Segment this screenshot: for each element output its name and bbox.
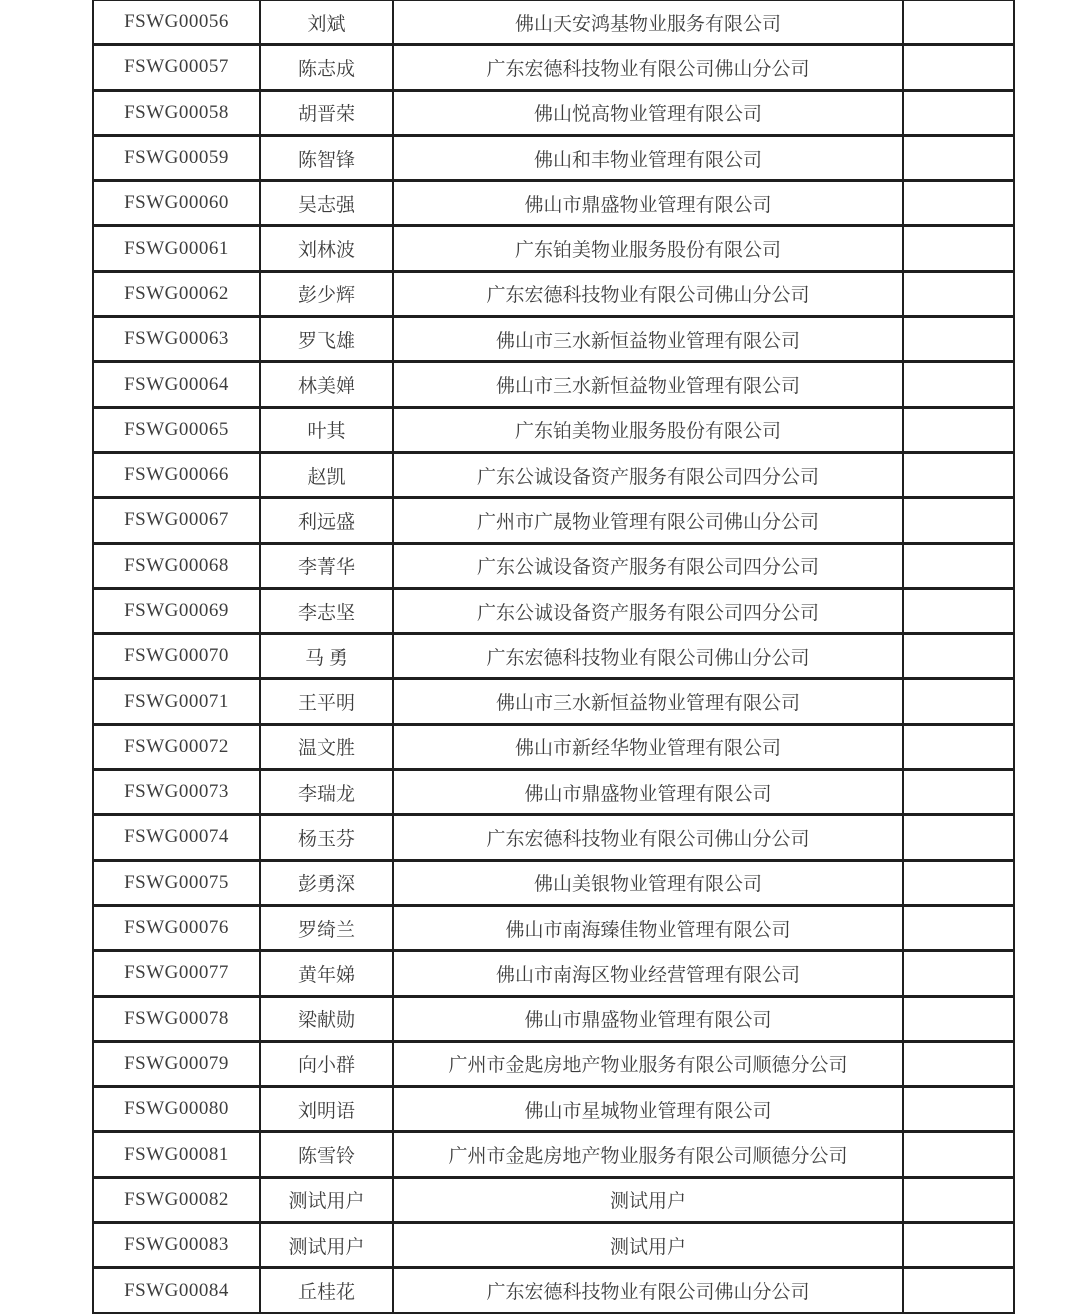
cell-note <box>903 1087 1014 1132</box>
cell-company: 佛山市星城物业管理有限公司 <box>393 1087 903 1132</box>
cell-name: 刘林波 <box>260 226 393 271</box>
cell-note <box>903 1177 1014 1222</box>
table-row <box>93 588 1014 633</box>
table-row <box>93 271 1014 316</box>
cell-name: 陈雪铃 <box>260 1132 393 1177</box>
cell-name: 李瑞龙 <box>260 770 393 815</box>
cell-note <box>903 905 1014 950</box>
cell-id: FSWG00074 <box>93 815 260 860</box>
table-row <box>93 45 1014 90</box>
cell-id: FSWG00072 <box>93 724 260 769</box>
cell-note <box>903 1223 1014 1268</box>
cell-company: 佛山天安鸿基物业服务有限公司 <box>393 0 903 45</box>
cell-name: 刘明语 <box>260 1087 393 1132</box>
cell-company: 佛山市三水新恒益物业管理有限公司 <box>393 317 903 362</box>
cell-id: FSWG00066 <box>93 452 260 497</box>
cell-note <box>903 588 1014 633</box>
cell-company: 广东宏德科技物业有限公司佛山分公司 <box>393 634 903 679</box>
cell-name: 叶其 <box>260 407 393 452</box>
cell-id: FSWG00064 <box>93 362 260 407</box>
table-row <box>93 951 1014 996</box>
cell-name: 测试用户 <box>260 1177 393 1222</box>
table-row <box>93 407 1014 452</box>
cell-id: FSWG00073 <box>93 770 260 815</box>
table-row <box>93 815 1014 860</box>
cell-id: FSWG00079 <box>93 1041 260 1086</box>
cell-note <box>903 181 1014 226</box>
cell-id: FSWG00058 <box>93 90 260 135</box>
cell-name: 梁献勋 <box>260 996 393 1041</box>
cell-id: FSWG00060 <box>93 181 260 226</box>
cell-id: FSWG00077 <box>93 951 260 996</box>
cell-note <box>903 0 1014 45</box>
table-row <box>93 1087 1014 1132</box>
cell-note <box>903 271 1014 316</box>
cell-company: 广东宏德科技物业有限公司佛山分公司 <box>393 271 903 316</box>
cell-company: 广东宏德科技物业有限公司佛山分公司 <box>393 815 903 860</box>
cell-note <box>903 498 1014 543</box>
table-row <box>93 679 1014 724</box>
table-row <box>93 1177 1014 1222</box>
table-row <box>93 1041 1014 1086</box>
cell-note <box>903 1132 1014 1177</box>
cell-note <box>903 45 1014 90</box>
cell-company: 佛山市鼎盛物业管理有限公司 <box>393 996 903 1041</box>
cell-note <box>903 1041 1014 1086</box>
table-row <box>93 226 1014 271</box>
cell-name: 利远盛 <box>260 498 393 543</box>
cell-note <box>903 770 1014 815</box>
cell-note <box>903 679 1014 724</box>
table-row <box>93 1268 1014 1314</box>
table-row <box>93 181 1014 226</box>
table-row <box>93 452 1014 497</box>
cell-id: FSWG00076 <box>93 905 260 950</box>
table-row <box>93 317 1014 362</box>
cell-id: FSWG00070 <box>93 634 260 679</box>
cell-id: FSWG00071 <box>93 679 260 724</box>
cell-company: 佛山市三水新恒益物业管理有限公司 <box>393 362 903 407</box>
cell-name: 赵凯 <box>260 452 393 497</box>
table-row <box>93 905 1014 950</box>
cell-name: 向小群 <box>260 1041 393 1086</box>
cell-id: FSWG00063 <box>93 317 260 362</box>
table-row <box>93 90 1014 135</box>
cell-name: 温文胜 <box>260 724 393 769</box>
cell-company: 佛山市南海区物业经营管理有限公司 <box>393 951 903 996</box>
cell-id: FSWG00056 <box>93 0 260 45</box>
table-row <box>93 543 1014 588</box>
cell-name: 丘桂花 <box>260 1268 393 1314</box>
cell-company: 佛山市三水新恒益物业管理有限公司 <box>393 679 903 724</box>
table-row <box>93 996 1014 1041</box>
cell-name: 杨玉芬 <box>260 815 393 860</box>
cell-id: FSWG00081 <box>93 1132 260 1177</box>
cell-company: 佛山美银物业管理有限公司 <box>393 860 903 905</box>
cell-company: 广州市金匙房地产物业服务有限公司顺德分公司 <box>393 1041 903 1086</box>
cell-note <box>903 1268 1014 1314</box>
cell-id: FSWG00075 <box>93 860 260 905</box>
cell-company: 佛山市鼎盛物业管理有限公司 <box>393 181 903 226</box>
cell-note <box>903 860 1014 905</box>
cell-id: FSWG00059 <box>93 135 260 180</box>
table-row <box>93 135 1014 180</box>
cell-name: 罗飞雄 <box>260 317 393 362</box>
roster-table-body <box>93 0 1014 1314</box>
cell-name: 刘斌 <box>260 0 393 45</box>
cell-id: FSWG00067 <box>93 498 260 543</box>
cell-id: FSWG00069 <box>93 588 260 633</box>
table-row <box>93 498 1014 543</box>
cell-note <box>903 226 1014 271</box>
table-row <box>93 1223 1014 1268</box>
cell-note <box>903 452 1014 497</box>
cell-note <box>903 317 1014 362</box>
cell-note <box>903 815 1014 860</box>
cell-id: FSWG00068 <box>93 543 260 588</box>
cell-company: 广州市金匙房地产物业服务有限公司顺德分公司 <box>393 1132 903 1177</box>
cell-name: 李志坚 <box>260 588 393 633</box>
table-row <box>93 770 1014 815</box>
cell-note <box>903 543 1014 588</box>
cell-company: 测试用户 <box>393 1177 903 1222</box>
cell-name: 林美婵 <box>260 362 393 407</box>
cell-id: FSWG00082 <box>93 1177 260 1222</box>
cell-company: 佛山市新经华物业管理有限公司 <box>393 724 903 769</box>
cell-note <box>903 135 1014 180</box>
cell-id: FSWG00078 <box>93 996 260 1041</box>
cell-name: 陈智锋 <box>260 135 393 180</box>
table-row <box>93 634 1014 679</box>
cell-note <box>903 634 1014 679</box>
cell-name: 吴志强 <box>260 181 393 226</box>
table-row <box>93 362 1014 407</box>
cell-name: 王平明 <box>260 679 393 724</box>
table-row <box>93 724 1014 769</box>
cell-name: 黄年娣 <box>260 951 393 996</box>
cell-company: 广东铂美物业服务股份有限公司 <box>393 407 903 452</box>
cell-note <box>903 996 1014 1041</box>
cell-company: 测试用户 <box>393 1223 903 1268</box>
cell-name: 测试用户 <box>260 1223 393 1268</box>
cell-company: 广东宏德科技物业有限公司佛山分公司 <box>393 45 903 90</box>
cell-id: FSWG00080 <box>93 1087 260 1132</box>
table-row <box>93 0 1014 45</box>
cell-name: 马 勇 <box>260 634 393 679</box>
cell-company: 广东公诚设备资产服务有限公司四分公司 <box>393 588 903 633</box>
table-row <box>93 860 1014 905</box>
cell-id: FSWG00057 <box>93 45 260 90</box>
cell-note <box>903 724 1014 769</box>
cell-name: 彭勇深 <box>260 860 393 905</box>
cell-id: FSWG00061 <box>93 226 260 271</box>
cell-company: 广东公诚设备资产服务有限公司四分公司 <box>393 452 903 497</box>
cell-name: 胡晋荣 <box>260 90 393 135</box>
cell-id: FSWG00062 <box>93 271 260 316</box>
cell-id: FSWG00084 <box>93 1268 260 1314</box>
cell-name: 罗绮兰 <box>260 905 393 950</box>
cell-company: 广东公诚设备资产服务有限公司四分公司 <box>393 543 903 588</box>
cell-company: 佛山悦高物业管理有限公司 <box>393 90 903 135</box>
cell-note <box>903 362 1014 407</box>
cell-id: FSWG00065 <box>93 407 260 452</box>
cell-company: 佛山市南海臻佳物业管理有限公司 <box>393 905 903 950</box>
cell-company: 广州市广晟物业管理有限公司佛山分公司 <box>393 498 903 543</box>
cell-name: 彭少辉 <box>260 271 393 316</box>
cell-company: 佛山和丰物业管理有限公司 <box>393 135 903 180</box>
cell-note <box>903 407 1014 452</box>
roster-table <box>92 0 1015 1314</box>
cell-company: 佛山市鼎盛物业管理有限公司 <box>393 770 903 815</box>
cell-note <box>903 90 1014 135</box>
cell-company: 广东宏德科技物业有限公司佛山分公司 <box>393 1268 903 1314</box>
cell-company: 广东铂美物业服务股份有限公司 <box>393 226 903 271</box>
cell-id: FSWG00083 <box>93 1223 260 1268</box>
cell-name: 李菁华 <box>260 543 393 588</box>
cell-name: 陈志成 <box>260 45 393 90</box>
table-row <box>93 1132 1014 1177</box>
cell-note <box>903 951 1014 996</box>
